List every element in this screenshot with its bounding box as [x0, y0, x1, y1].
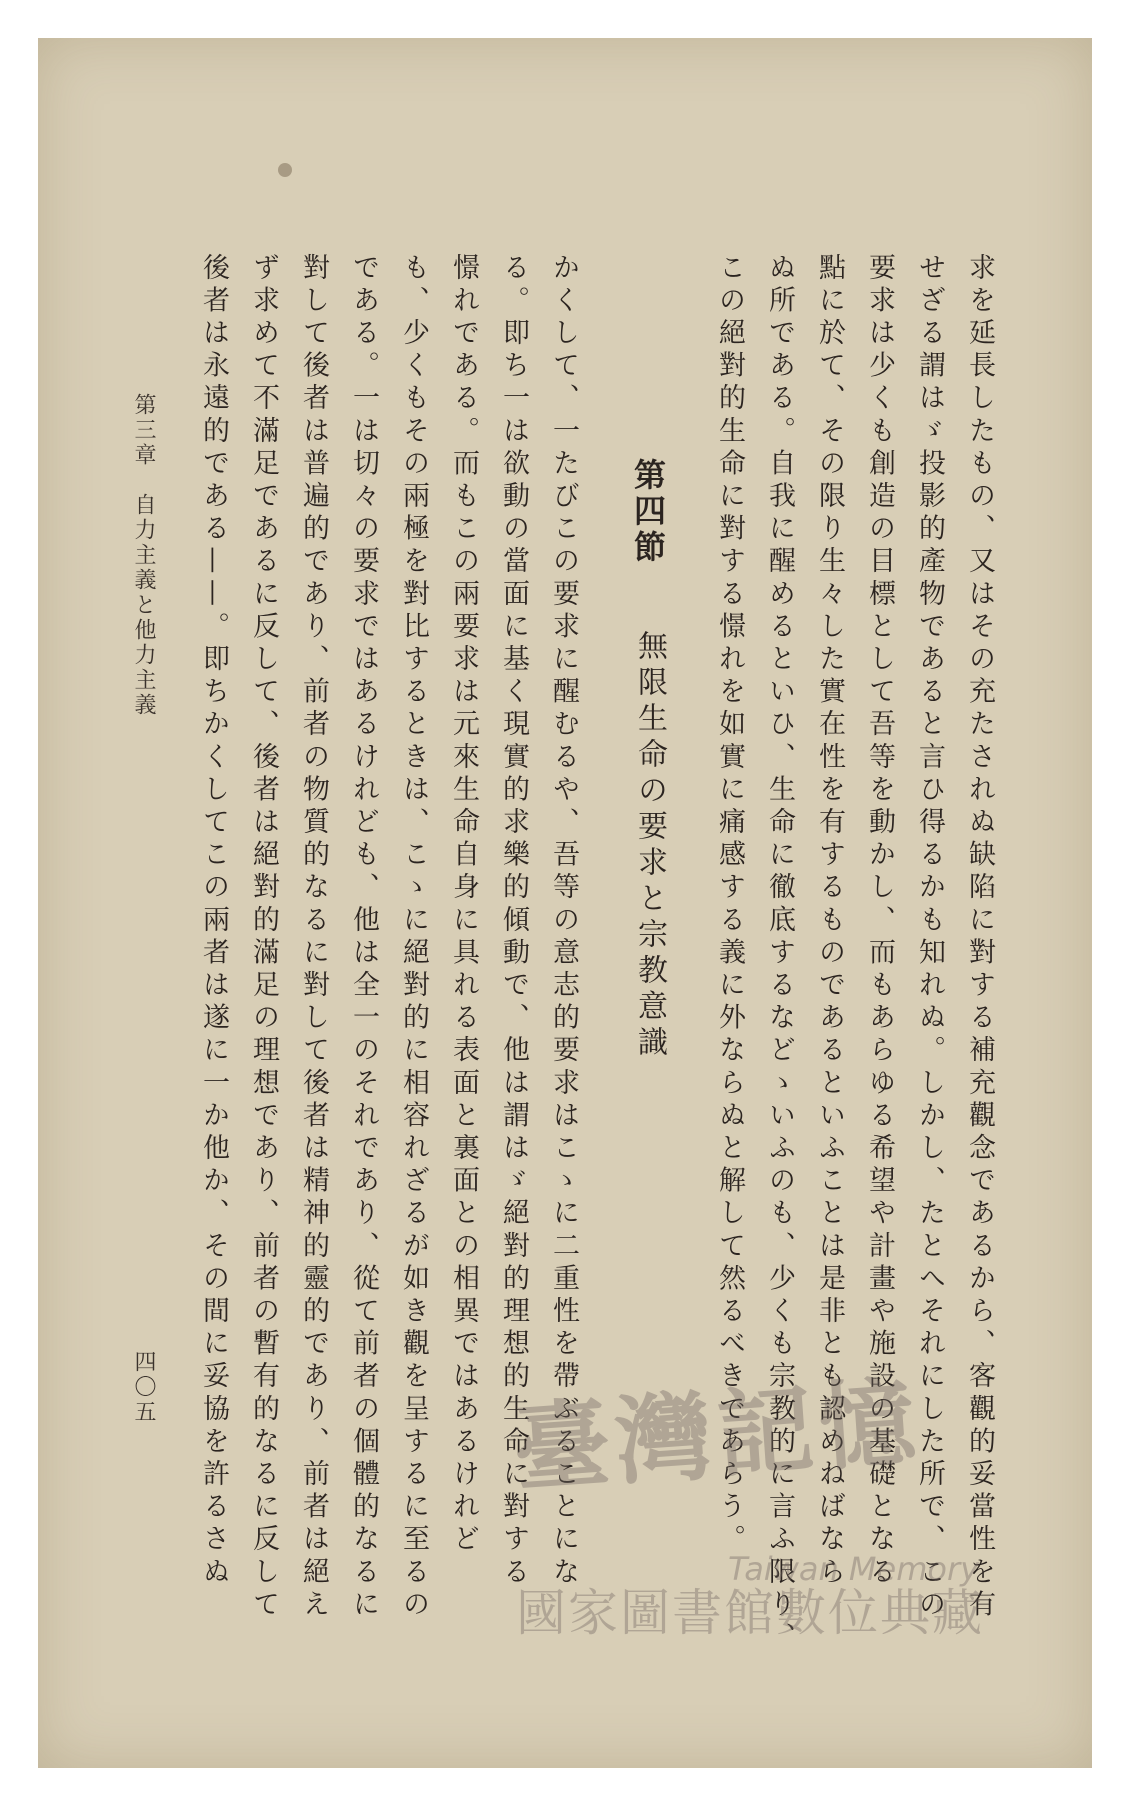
- book-page: [38, 38, 1092, 1768]
- body-column: 求を延長したもの、又はその充たされぬ缺陷に對する補充觀念であるから、客觀的妥當性を有: [964, 253, 995, 1623]
- body-column: 點に於て、その限り生々した實在性を有するものであるといふことは是非とも認めねばなら: [814, 253, 845, 1590]
- body-column: である。一は切々の要求ではあるけれども、他は全一のそれであり、從て前者の個體的なるに: [348, 253, 379, 1623]
- section-number: 第四節: [629, 458, 667, 566]
- section-title: 無限生命の要求と宗教意識: [632, 630, 667, 1062]
- paper-spot: [278, 163, 292, 177]
- body-column: せざる謂はゞ投影的產物であると言ひ得るかも知れぬ。しかし、たとへそれにした所で、この: [914, 253, 945, 1623]
- page-number: 四〇五: [131, 1350, 156, 1425]
- body-column: 對して後者は普遍的であり、前者の物質的なるに對して後者は精神的靈的であり、前者は絕え: [298, 253, 329, 1623]
- body-column: ぬ所である。自我に醒めるといひ、生命に徹底するなどゝいふのも、少くも宗教的に言ふ限り、: [764, 253, 795, 1655]
- body-column: る。即ち一は欲動の當面に基く現實的求樂的傾動で、他は謂はゞ絕對的理想的生命に對する: [498, 253, 529, 1590]
- body-column: かくして、一たびこの要求に醒むるや、吾等の意志的要求はこゝに二重性を帶ぶることにな: [548, 253, 579, 1590]
- body-column: 要求は少くも創造の目標として吾等を動かし、而もあらゆる希望や計畫や施設の基礎となる: [864, 253, 895, 1590]
- body-column: 後者は永遠的である——。即ちかくしてこの兩者は遂に一か他か、その間に妥協を許るさぬ: [198, 253, 229, 1590]
- body-column: ず求めて不滿足であるに反して、後者は絕對的滿足の理想であり、前者の暫有的なるに反して: [248, 253, 279, 1623]
- running-head: 第三章 自力主義と他力主義: [131, 393, 156, 718]
- watermark-subtitle: 國家圖書館數位典藏: [516, 1584, 984, 1642]
- body-column: も、少くもその兩極を對比するときは、こゝに絕對的に相容れざるが如き觀を呈するに至るの: [398, 253, 429, 1623]
- watermark-english: Taiwan Memory: [728, 1550, 980, 1588]
- watermark-title: 臺灣記憶: [510, 1365, 925, 1507]
- body-column: この絕對的生命に對する憬れを如實に痛感する義に外ならぬと解して然るべきであらう。: [714, 253, 745, 1557]
- body-column: 憬れである。而もこの兩要求は元來生命自身に具れる表面と裏面との相異ではあるけれど: [448, 253, 479, 1557]
